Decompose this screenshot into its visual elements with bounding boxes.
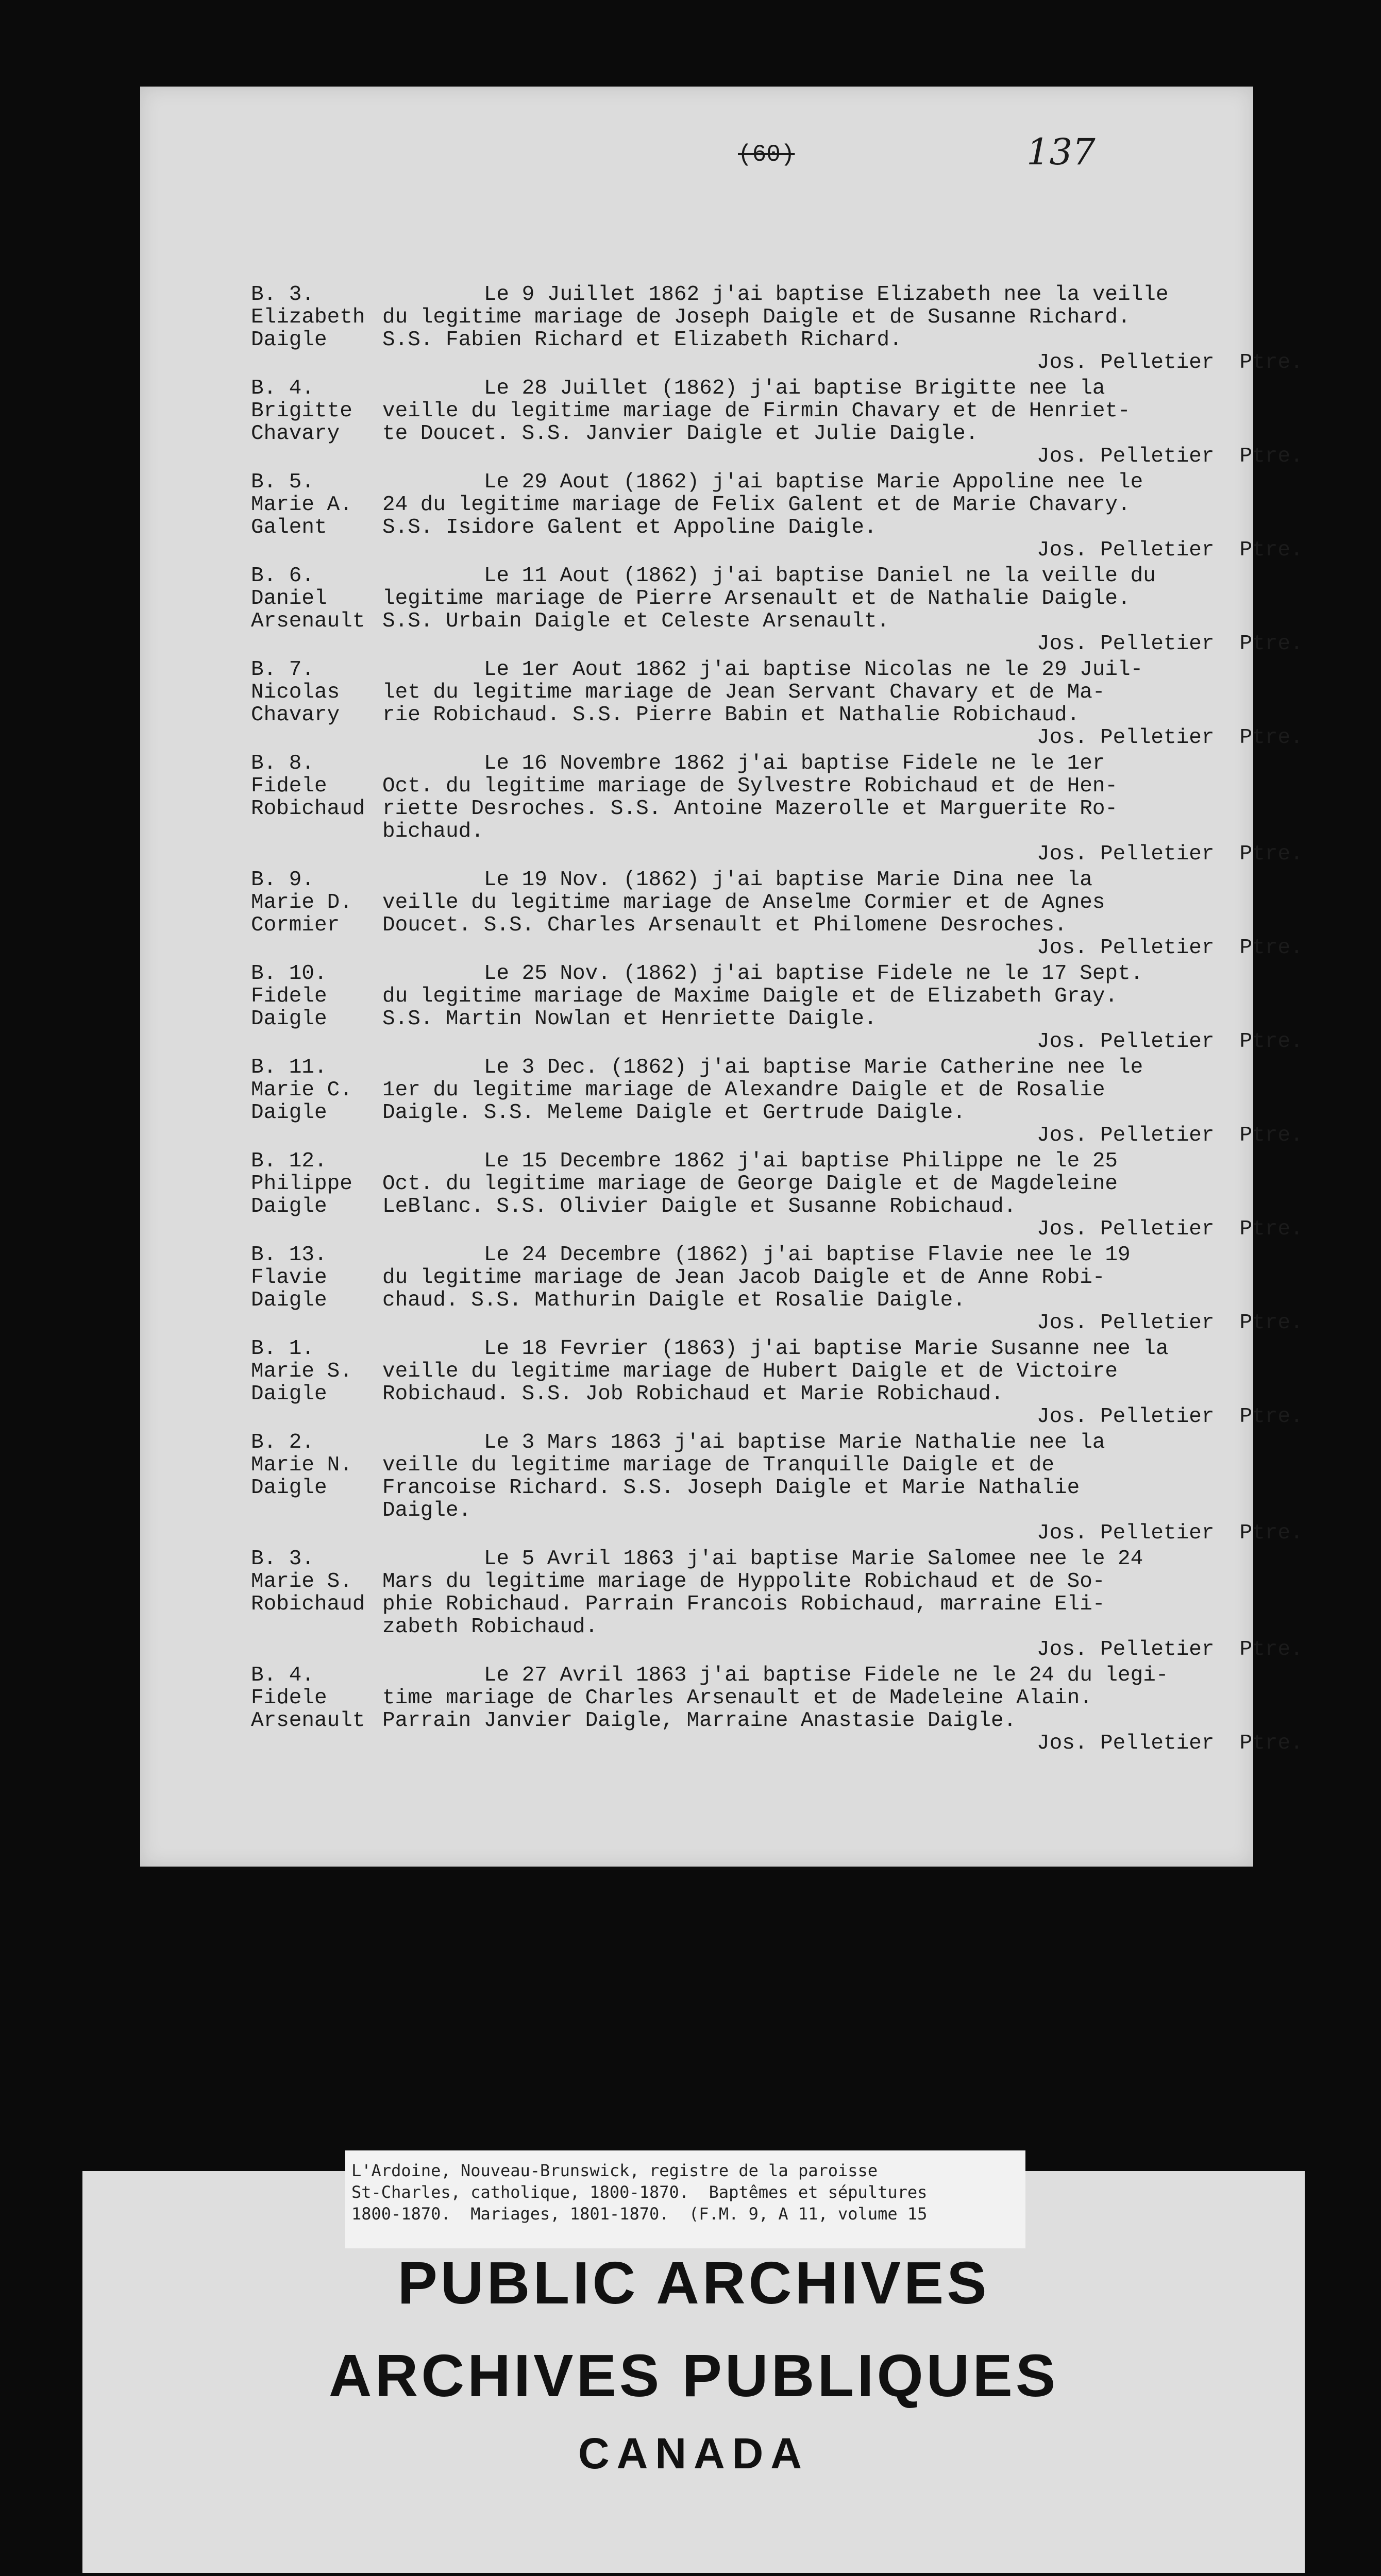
entry-line: riette Desroches. S.S. Antoine Mazerolle et Marguerite Ro- <box>382 797 1118 821</box>
entry-line: chaud. S.S. Mathurin Daigle et Rosalie Daigle. <box>382 1289 966 1312</box>
entry-line: Le 28 Juillet (1862) j'ai baptise Brigitte nee la <box>382 377 1105 400</box>
priest-signature: Jos. Pelletier Ptre. <box>1037 1030 1303 1054</box>
margin-line: Philippe <box>251 1172 352 1196</box>
entry-line: du legitime mariage de Joseph Daigle et de Susanne Richard. <box>382 306 1131 329</box>
entry-margin-note <box>251 869 382 959</box>
baptism-entries <box>251 283 1303 1758</box>
priest-signature: Jos. Pelletier Ptre. <box>1037 726 1303 750</box>
entry-line: Le 1er Aout 1862 j'ai baptise Nicolas ne le 29 Juil- <box>382 658 1143 682</box>
baptism-entry <box>251 1149 1303 1241</box>
entry-line: rie Robichaud. S.S. Pierre Babin et Nathalie Robichaud. <box>382 703 1080 727</box>
baptism-entry <box>251 658 1303 750</box>
entry-line: Le 19 Nov. (1862) j'ai baptise Marie Dina nee la <box>382 868 1092 892</box>
entry-line: Oct. du legitime mariage de Sylvestre Robichaud et de Hen- <box>382 774 1118 798</box>
margin-line: B. 4. <box>251 377 315 400</box>
baptism-entry <box>251 1337 1303 1429</box>
baptism-entry <box>251 377 1303 468</box>
entry-line: Le 24 Decembre (1862) j'ai baptise Flavie nee le 19 <box>382 1243 1131 1267</box>
entry-line: LeBlanc. S.S. Olivier Daigle et Susanne Robichaud. <box>382 1195 1017 1218</box>
margin-line: B. 2. <box>251 1431 315 1454</box>
entry-margin-note <box>251 565 382 655</box>
margin-line: Fidele <box>251 1686 327 1710</box>
priest-signature: Jos. Pelletier Ptre. <box>1037 1638 1303 1662</box>
margin-line: Arsenault <box>251 1709 365 1733</box>
entry-margin-note <box>251 1337 382 1428</box>
priest-signature: Jos. Pelletier Ptre. <box>1037 1311 1303 1335</box>
margin-line: Daigle <box>251 1382 327 1406</box>
margin-line: Marie C. <box>251 1078 352 1102</box>
baptism-entry <box>251 1056 1303 1147</box>
public-archives-title: PUBLIC ARCHIVES <box>397 2249 990 2316</box>
entry-line: zabeth Robichaud. <box>382 1615 598 1639</box>
entry-line: Le 5 Avril 1863 j'ai baptise Marie Salomee nee le 24 <box>382 1547 1143 1571</box>
priest-signature: Jos. Pelletier Ptre. <box>1037 632 1303 656</box>
entry-line: Parrain Janvier Daigle, Marraine Anastasie Daigle. <box>382 1709 1017 1733</box>
entry-margin-note <box>251 962 382 1053</box>
entry-line: Le 18 Fevrier (1863) j'ai baptise Marie Susanne nee la <box>382 1337 1169 1361</box>
margin-line: B. 7. <box>251 658 315 682</box>
entry-margin-note <box>251 752 382 866</box>
entry-margin-note <box>251 1150 382 1241</box>
margin-line: Elizabeth <box>251 306 365 329</box>
entry-margin-note <box>251 658 382 749</box>
entry-text <box>382 658 1303 749</box>
baptism-entry <box>251 1431 1303 1545</box>
register-page <box>140 87 1303 1867</box>
entry-text <box>382 962 1303 1053</box>
entry-line: veille du legitime mariage de Hubert Daigle et de Victoire <box>382 1360 1118 1383</box>
margin-line: B. 11. <box>251 1056 327 1079</box>
entry-line: bichaud. <box>382 820 484 843</box>
entry-line: veille du legitime mariage de Anselme Cormier et de Agnes <box>382 891 1105 914</box>
entry-text <box>382 1664 1303 1755</box>
entry-text <box>382 1244 1303 1334</box>
entry-line: Le 25 Nov. (1862) j'ai baptise Fidele ne le 17 Sept. <box>382 962 1143 986</box>
margin-line: B. 5. <box>251 470 315 494</box>
margin-line: Chavary <box>251 422 340 446</box>
margin-line: Robichaud <box>251 797 365 821</box>
baptism-entry <box>251 962 1303 1054</box>
margin-line: B. 12. <box>251 1149 327 1173</box>
margin-line: B. 6. <box>251 564 315 588</box>
entry-margin-note <box>251 1431 382 1545</box>
slip-line: St-Charles, catholique, 1800-1870. Baptêmes et sépultures <box>351 2182 928 2202</box>
margin-line: B. 1. <box>251 1337 315 1361</box>
entry-text <box>382 377 1303 468</box>
entry-line: Le 15 Decembre 1862 j'ai baptise Philippe ne le 25 <box>382 1149 1118 1173</box>
margin-line: Brigitte <box>251 399 352 423</box>
baptism-entry <box>251 868 1303 960</box>
entry-line: S.S. Fabien Richard et Elizabeth Richard. <box>382 328 902 352</box>
entry-line: 1er du legitime mariage de Alexandre Daigle et de Rosalie <box>382 1078 1105 1102</box>
canada-title: CANADA <box>578 2429 809 2478</box>
entry-line: Le 3 Mars 1863 j'ai baptise Marie Nathalie nee la <box>382 1431 1105 1454</box>
old-folio-number: (60) <box>738 141 795 168</box>
margin-line: Chavary <box>251 703 340 727</box>
entry-line: Le 27 Avril 1863 j'ai baptise Fidele ne le 24 du legi- <box>382 1664 1169 1687</box>
archives-label-card <box>82 2161 1305 2573</box>
entry-margin-note <box>251 1244 382 1334</box>
margin-line: Daigle <box>251 1101 327 1125</box>
entry-text <box>382 1548 1303 1661</box>
margin-line: Marie S. <box>251 1570 352 1594</box>
entry-line: S.S. Urbain Daigle et Celeste Arsenault. <box>382 609 890 633</box>
baptism-entry <box>251 1243 1303 1335</box>
entry-margin-note <box>251 471 382 562</box>
margin-line: Daniel <box>251 587 327 611</box>
margin-line: Daigle <box>251 1289 327 1312</box>
entry-line: Le 29 Aout (1862) j'ai baptise Marie Appoline nee le <box>382 470 1143 494</box>
margin-line: Marie N. <box>251 1453 352 1477</box>
priest-signature: Jos. Pelletier Ptre. <box>1037 1405 1303 1429</box>
margin-line: B. 9. <box>251 868 315 892</box>
entry-line: 24 du legitime mariage de Felix Galent et de Marie Chavary. <box>382 493 1131 517</box>
priest-signature: Jos. Pelletier Ptre. <box>1037 1217 1303 1241</box>
margin-line: Fidele <box>251 985 327 1008</box>
entry-text <box>382 471 1303 562</box>
margin-line: Marie A. <box>251 493 352 517</box>
entry-line: Le 3 Dec. (1862) j'ai baptise Marie Catherine nee le <box>382 1056 1143 1079</box>
entry-text <box>382 565 1303 655</box>
entry-line: Francoise Richard. S.S. Joseph Daigle et Marie Nathalie <box>382 1476 1080 1500</box>
margin-line: Daigle <box>251 1007 327 1031</box>
margin-line: B. 8. <box>251 752 315 775</box>
margin-line: Flavie <box>251 1266 327 1290</box>
margin-line: Galent <box>251 516 327 539</box>
entry-margin-note <box>251 1548 382 1661</box>
margin-line: Cormier <box>251 913 340 937</box>
margin-line: Marie S. <box>251 1360 352 1383</box>
entry-line: Oct. du legitime mariage de George Daigle et de Magdeleine <box>382 1172 1118 1196</box>
entry-text <box>382 752 1303 866</box>
slip-line: 1800-1870. Mariages, 1801-1870. (F.M. 9, A 11, volume 15 <box>351 2204 928 2224</box>
entry-line: du legitime mariage de Maxime Daigle et de Elizabeth Gray. <box>382 985 1118 1008</box>
entry-text <box>382 1337 1303 1428</box>
priest-signature: Jos. Pelletier Ptre. <box>1037 936 1303 960</box>
entry-line: te Doucet. S.S. Janvier Daigle et Julie Daigle. <box>382 422 979 446</box>
baptism-entry <box>251 752 1303 866</box>
priest-signature: Jos. Pelletier Ptre. <box>1037 538 1303 562</box>
margin-line: Nicolas <box>251 681 340 704</box>
baptism-entry <box>251 283 1303 375</box>
margin-line: Daigle <box>251 1195 327 1218</box>
margin-line: B. 10. <box>251 962 327 986</box>
entry-text <box>382 1431 1303 1545</box>
baptism-entry <box>251 470 1303 562</box>
baptism-entry <box>251 1547 1303 1662</box>
entry-line: Le 11 Aout (1862) j'ai baptise Daniel ne la veille du <box>382 564 1156 588</box>
catalogue-slip <box>345 2150 1025 2248</box>
entry-line: time mariage de Charles Arsenault et de Madeleine Alain. <box>382 1686 1092 1710</box>
entry-text <box>382 1056 1303 1147</box>
margin-line: Arsenault <box>251 609 365 633</box>
margin-line: Fidele <box>251 774 327 798</box>
entry-margin-note <box>251 1056 382 1147</box>
entry-line: let du legitime mariage de Jean Servant Chavary et de Ma- <box>382 681 1105 704</box>
archives-publiques-title: ARCHIVES PUBLIQUES <box>328 2342 1059 2409</box>
entry-line: veille du legitime mariage de Tranquille Daigle et de <box>382 1453 1055 1477</box>
priest-signature: Jos. Pelletier Ptre. <box>1037 445 1303 468</box>
entry-line: Daigle. S.S. Meleme Daigle et Gertrude Daigle. <box>382 1101 966 1125</box>
entry-text <box>382 283 1303 374</box>
margin-line: Robichaud <box>251 1592 365 1616</box>
margin-line: Daigle <box>251 328 327 352</box>
margin-line: Daigle <box>251 1476 327 1500</box>
baptism-entry <box>251 1664 1303 1755</box>
slip-line: L'Ardoine, Nouveau-Brunswick, registre de la paroisse <box>351 2161 878 2180</box>
entry-line: phie Robichaud. Parrain Francois Robichaud, marraine Eli- <box>382 1592 1105 1616</box>
priest-signature: Jos. Pelletier Ptre. <box>1037 1732 1303 1755</box>
entry-line: Doucet. S.S. Charles Arsenault et Philomene Desroches. <box>382 913 1067 937</box>
entry-margin-note <box>251 1664 382 1755</box>
baptism-entry <box>251 564 1303 656</box>
entry-line: Mars du legitime mariage de Hyppolite Robichaud et de So- <box>382 1570 1105 1594</box>
margin-line: B. 4. <box>251 1664 315 1687</box>
entry-line: Robichaud. S.S. Job Robichaud et Marie Robichaud. <box>382 1382 1004 1406</box>
entry-line: Daigle. <box>382 1499 471 1522</box>
entry-line: Le 16 Novembre 1862 j'ai baptise Fidele ne le 1er <box>382 752 1105 775</box>
priest-signature: Jos. Pelletier Ptre. <box>1037 842 1303 866</box>
margin-line: B. 3. <box>251 283 315 307</box>
entry-line: legitime mariage de Pierre Arsenault et de Nathalie Daigle. <box>382 587 1131 611</box>
priest-signature: Jos. Pelletier Ptre. <box>1037 1521 1303 1545</box>
entry-line: S.S. Isidore Galent et Appoline Daigle. <box>382 516 877 539</box>
priest-signature: Jos. Pelletier Ptre. <box>1037 351 1303 375</box>
entry-text <box>382 1150 1303 1241</box>
entry-margin-note <box>251 283 382 374</box>
entry-line: Le 9 Juillet 1862 j'ai baptise Elizabeth nee la veille <box>382 283 1169 307</box>
folio-number: 137 <box>1026 131 1096 173</box>
entry-line: veille du legitime mariage de Firmin Chavary et de Henriet- <box>382 399 1131 423</box>
margin-line: Marie D. <box>251 891 352 914</box>
margin-line: B. 13. <box>251 1243 327 1267</box>
entry-line: du legitime mariage de Jean Jacob Daigle et de Anne Robi- <box>382 1266 1105 1290</box>
entry-text <box>382 869 1303 959</box>
entry-margin-note <box>251 377 382 468</box>
priest-signature: Jos. Pelletier Ptre. <box>1037 1124 1303 1147</box>
entry-line: S.S. Martin Nowlan et Henriette Daigle. <box>382 1007 877 1031</box>
margin-line: B. 3. <box>251 1547 315 1571</box>
